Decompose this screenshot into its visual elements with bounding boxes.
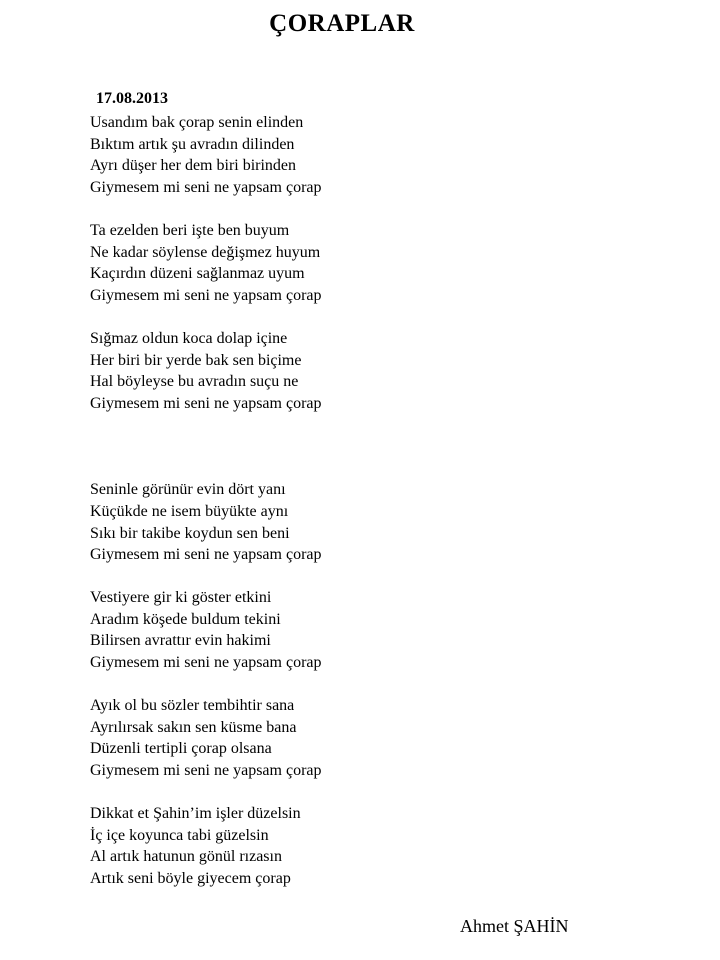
stanza-2 <box>90 220 650 306</box>
poem-line: Sığmaz oldun koca dolap içine <box>90 329 288 347</box>
poem-line: Ayık ol bu sözler tembihtir sana <box>90 697 295 715</box>
poem-title: ÇORAPLAR <box>269 10 415 37</box>
poem-line: İç içe koyunca tabi güzelsin <box>90 826 269 844</box>
poem-line: Seninle görünür evin dört yanı <box>90 481 286 499</box>
poem-line: Aradım köşede buldum tekini <box>90 610 281 628</box>
poem-date: 17.08.2013 <box>96 90 168 107</box>
poem-line: Giymesem mi seni ne yapsam çorap <box>90 762 322 780</box>
poem-line: Hal böyleyse bu avradın suçu ne <box>90 373 299 391</box>
stanza-1 <box>90 112 650 198</box>
poem-line: Bilirsen avrattır evin hakimi <box>90 632 271 650</box>
poem-line: Bıktım artık şu avradın dilinden <box>90 135 295 153</box>
poem-line: Ayrı düşer her dem biri birinden <box>90 157 297 175</box>
poem-line: Ayrılırsak sakın sen küsme bana <box>90 718 297 736</box>
poem-line: Giymesem mi seni ne yapsam çorap <box>90 654 322 672</box>
poem-body <box>90 112 650 911</box>
stanza-7 <box>90 803 650 889</box>
stanza-3 <box>90 328 650 414</box>
poem-line: Giymesem mi seni ne yapsam çorap <box>90 286 322 304</box>
poem-line: Ta ezelden beri işte ben buyum <box>90 221 290 239</box>
stanza-4 <box>90 479 650 565</box>
poem-line: Düzenli tertipli çorap olsana <box>90 740 272 758</box>
poem-author: Ahmet ŞAHİN <box>460 916 569 936</box>
poem-line: Giymesem mi seni ne yapsam çorap <box>90 178 322 196</box>
poem-line: Ne kadar söylense değişmez huyum <box>90 243 321 261</box>
poem-line: Sıkı bir takibe koydun sen beni <box>90 524 290 542</box>
poem-line: Küçükde ne isem büyükte aynı <box>90 502 289 520</box>
poem-line: Giymesem mi seni ne yapsam çorap <box>90 394 322 412</box>
poem-line: Giymesem mi seni ne yapsam çorap <box>90 546 322 564</box>
poem-line: Al artık hatunun gönül rızasın <box>90 848 282 866</box>
poem-line: Vestiyere gir ki göster etkini <box>90 589 272 607</box>
stanza-6 <box>90 695 650 781</box>
poem-line: Usandım bak çorap senin elinden <box>90 114 304 131</box>
poem-line: Her biri bir yerde bak sen biçime <box>90 351 302 369</box>
stanza-5 <box>90 587 650 673</box>
poem-line: Dikkat et Şahin’im işler düzelsin <box>90 805 301 823</box>
poem-line: Artık seni böyle giyecem çorap <box>90 870 291 887</box>
poem-line: Kaçırdın düzeni sağlanmaz uyum <box>90 265 305 283</box>
